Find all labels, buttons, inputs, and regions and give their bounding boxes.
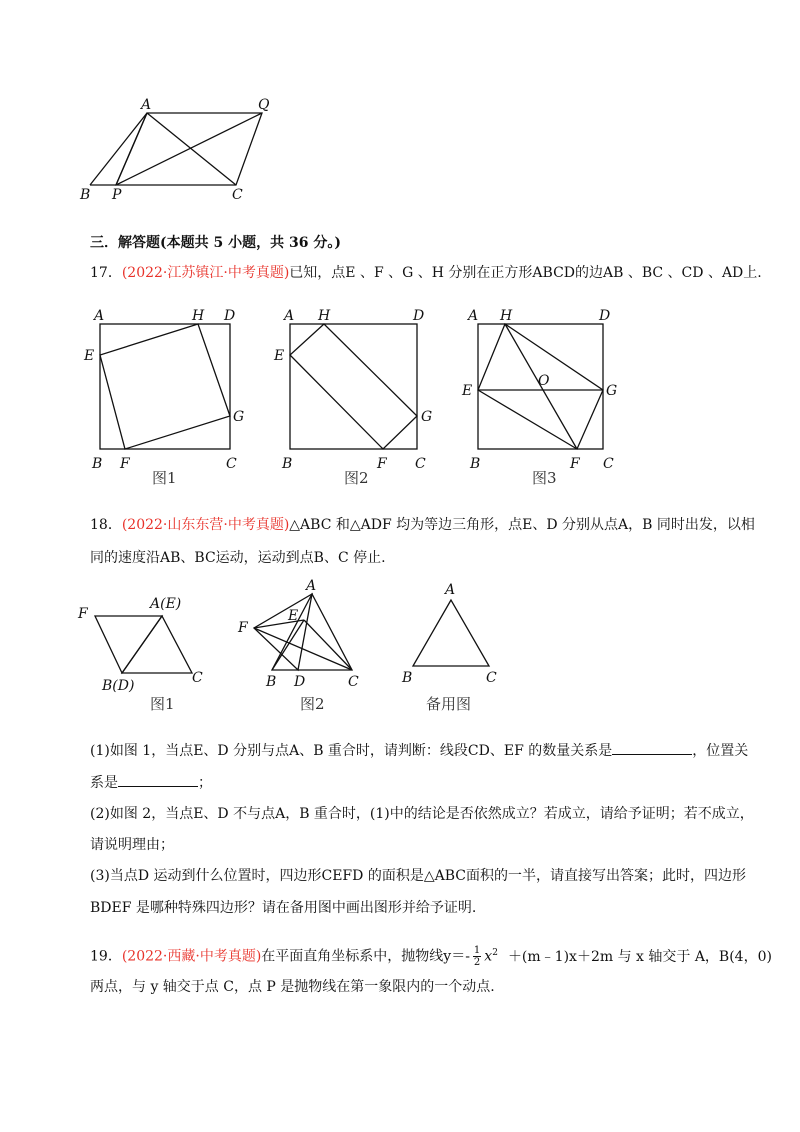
q19-number: 19． (90, 948, 122, 965)
fig3-label-d: D (599, 308, 611, 324)
fig2-label-h: H (318, 308, 331, 324)
fig3-label-a: A (468, 308, 479, 324)
q19-fraction-den: 2 (473, 957, 481, 969)
fig3-label-h: H (500, 308, 513, 324)
fig2-label-g: G (421, 409, 433, 425)
q18-part1-line1 (90, 740, 748, 762)
fig3-label-c: C (603, 456, 614, 472)
q18-text-1: △ABC 和△ADF 均为等边三角形，点E、D 分别从点A，B 同时出发，以相 (289, 517, 755, 533)
fig3-label-o: O (538, 373, 550, 389)
fig3-label-e: E (462, 383, 473, 399)
q18-part1-text-c: 系是 (90, 775, 118, 791)
q18-source: (2022·山东东营·中考真题) (121, 517, 290, 533)
label-p: P (112, 187, 122, 203)
segment-fc (254, 628, 352, 670)
fig3-label-g: G (606, 383, 618, 399)
fig1-label-a: A (94, 308, 105, 324)
label-c: C (232, 187, 243, 203)
label-b: B (80, 187, 91, 203)
q18-part1-text-d: ； (198, 775, 212, 791)
q17-text: 已知，点E 、F 、G 、H 分别在正方形ABCD的边AB 、BC 、CD 、AD上. (289, 265, 762, 281)
q17-number: 17． (90, 265, 122, 281)
diagonal-ac (147, 113, 236, 185)
q18f2-label-f: F (238, 620, 248, 636)
q18-figure-2 (237, 578, 359, 713)
q19-fraction (473, 945, 481, 968)
q18-number: 18． (90, 517, 122, 533)
q18f2-label-d: D (294, 674, 306, 690)
fig1-label-e: E (84, 348, 95, 364)
fig2-label-b: B (282, 456, 293, 472)
section-title: 三．解答题(本题共 5 小题，共 36 分。) (90, 235, 341, 251)
label-q: Q (258, 97, 270, 113)
answer-blank-1[interactable] (612, 740, 692, 755)
fig3-caption: 图3 (532, 469, 557, 487)
segment-ap (116, 113, 147, 185)
q18f3-label-c: C (486, 670, 497, 686)
q17-source: (2022·江苏镇江·中考真题) (121, 265, 290, 281)
q18-stem-line2: 同的速度沿AB、BC运动，运动到点B、C 停止. (90, 550, 386, 566)
q18f2-label-b: B (266, 674, 277, 690)
q18f1-label-bd: B(D) (102, 678, 135, 694)
fig1-label-b: B (92, 456, 103, 472)
q17-figure-1 (83, 308, 244, 487)
q18-part3-line1: (3)当点D 运动到什么位置时，四边形CEFD 的面积是△ABC面积的一半，请直接写出答案；此时，四边形 (90, 868, 746, 884)
q18f1-label-ae: A(E) (150, 596, 182, 612)
q19-text-c: ＋(m﹣1)x＋2m 与 x 轴交于 A，B(4，0) (507, 948, 772, 965)
triangle-abc-2 (272, 594, 352, 670)
q18-part3-line2: BDEF 是哪种特殊四边形？请在备用图中画出图形并给予证明. (90, 900, 477, 916)
fig1-label-d: D (224, 308, 236, 324)
fig1-label-g: G (233, 409, 245, 425)
q18-part2-line2: 请说明理由； (90, 837, 174, 853)
square-2 (290, 324, 417, 449)
fig2-label-d: D (413, 308, 425, 324)
q19-fraction-num: 1 (473, 945, 481, 957)
inner-quad-1 (100, 324, 230, 449)
q18f3-label-a: A (445, 582, 456, 598)
q17-figures (80, 300, 640, 490)
fig3-label-f: F (570, 456, 580, 472)
q18f2-caption: 图2 (300, 695, 325, 713)
q19-text-a: 在平面直角坐标系中，抛物线y＝- (261, 948, 470, 965)
answer-blank-2[interactable] (118, 772, 198, 787)
q18f2-label-a: A (306, 578, 317, 594)
q18-figure-1 (77, 596, 203, 713)
fig2-label-f: F (377, 456, 387, 472)
q18f1-label-f: F (78, 606, 88, 622)
q18-stem-line1 (90, 514, 755, 536)
label-a: A (141, 97, 152, 113)
triangle-abc-spare (413, 600, 489, 666)
top-figure (70, 95, 290, 205)
fig2-caption: 图2 (344, 469, 369, 487)
fig2-label-c: C (415, 456, 426, 472)
q18f3-caption: 备用图 (426, 695, 472, 713)
fig1-label-f: F (120, 456, 130, 472)
q19-source: (2022·西藏·中考真题) (121, 948, 262, 965)
q18f1-label-c: C (192, 670, 203, 686)
q18f1-caption: 图1 (150, 695, 175, 713)
q19-var-x: x (484, 948, 493, 965)
q18f3-label-b: B (402, 670, 413, 686)
q18-figure-3 (401, 582, 497, 713)
fig1-label-h: H (192, 308, 205, 324)
q17-stem (90, 262, 762, 284)
q17-figure-2 (273, 308, 432, 487)
fig1-caption: 图1 (152, 469, 177, 487)
q17-figure-3 (461, 308, 617, 487)
fig2-label-e: E (274, 348, 285, 364)
q18f2-label-c: C (348, 674, 359, 690)
triangle-abc-1 (122, 616, 192, 673)
q18-part1-line2 (90, 772, 212, 794)
q18f2-label-e: E (288, 608, 299, 624)
q18-part2-line1: (2)如图 2，当点E、D 不与点A，B 重合时，(1)中的结论是否依然成立？若成立，请给予证明；若不成立， (90, 806, 754, 822)
inner-rect-2 (290, 324, 417, 449)
q18-figures (70, 578, 520, 718)
segment-ec (304, 620, 352, 670)
q18-part1-text-a: (1)如图 1，当点E、D 分别与点A、B 重合时，请判断：线段CD、EF 的数量关系是 (90, 743, 613, 759)
q18-part1-text-b: ，位置关 (692, 743, 749, 759)
q19-stem-line2: 两点，与 y 轴交于点 C，点 P 是抛物线在第一象限内的一个动点. (90, 979, 495, 995)
fig2-label-a: A (284, 308, 295, 324)
q19-stem-line1 (90, 942, 772, 968)
fig1-label-c: C (226, 456, 237, 472)
fig3-label-b: B (470, 456, 481, 472)
q19-exponent: 2 (492, 948, 498, 958)
